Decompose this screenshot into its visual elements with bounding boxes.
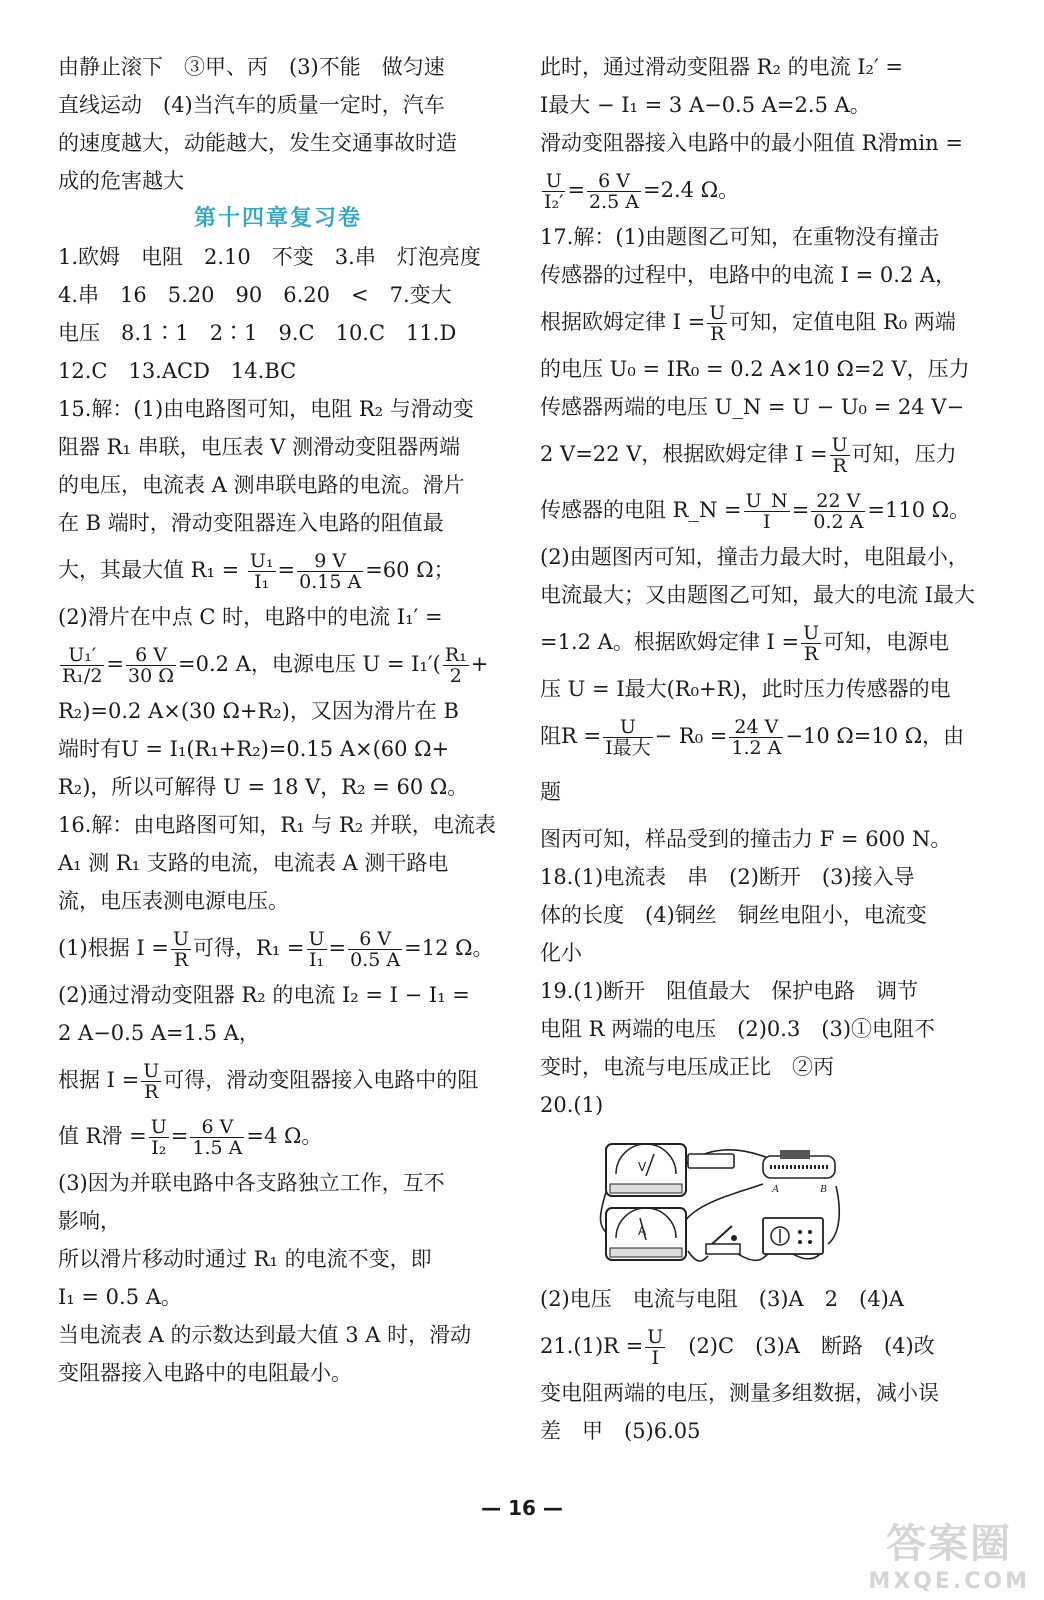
q16-line: (2)通过滑动变阻器 R₂ 的电流 I₂ = I − I₁ = bbox=[58, 983, 470, 1007]
text-span: 21.(1)R = bbox=[540, 1334, 644, 1358]
text-span: =110 Ω。 bbox=[867, 498, 971, 522]
q16-formula-line: 值 R滑 = $\frac{U}{\text{I₂}}$ = $\frac{6 V}{1.5 A}$ =4 Ω。 bbox=[58, 1116, 323, 1159]
fraction-denominator: R bbox=[803, 643, 819, 665]
q16-formula-line bbox=[58, 1052, 498, 1108]
q15-line: 在 B 端时，滑动变阻器连入电路的阻值最 bbox=[58, 511, 444, 535]
fraction bbox=[307, 929, 327, 970]
q18-line: 化小 bbox=[540, 941, 582, 965]
fraction bbox=[297, 551, 363, 592]
fraction-numerator: 24 V bbox=[729, 717, 783, 738]
q16-line: 变阻器接入电路中的电阻最小。 bbox=[58, 1361, 352, 1385]
text-span: 阻R = bbox=[540, 724, 602, 748]
fraction-numerator: U bbox=[709, 302, 726, 324]
q19-line: 变时，电流与电压成正比 ②丙 bbox=[540, 1055, 834, 1079]
fraction-numerator: U bbox=[308, 928, 325, 950]
text-span: 大，其最大值 R₁ = bbox=[58, 558, 240, 582]
q15-formula-line: 大，其最大值 R₁ = $\frac{\text{U₁}}{\text{I₁}}$ = $\frac{9 V}{0.15 A}$ =60 Ω； bbox=[58, 550, 455, 593]
text-line: 由静止滚下 ③甲、丙 (3)不能 做匀速 bbox=[58, 55, 445, 79]
fraction-denominator: I bbox=[651, 1347, 659, 1369]
q16-line: 当电流表 A 的示数达到最大值 3 A 时，滑动 bbox=[58, 1323, 472, 1347]
fraction-numerator: 6 V bbox=[587, 171, 641, 192]
fraction-denominator: R bbox=[173, 949, 189, 971]
q17-line: 17.解：(1)由题图乙可知，在重物没有撞击 bbox=[540, 225, 940, 249]
fraction-denominator: 2 bbox=[449, 665, 462, 687]
q16-line: 2 A−0.5 A=1.5 A， bbox=[58, 1021, 260, 1045]
fraction-denominator: I₁ bbox=[254, 571, 270, 593]
text-span: − R₀ = bbox=[654, 724, 728, 748]
text-span: =0.2 A，电源电压 U = I₁′( bbox=[178, 652, 441, 676]
text-line: 成的危害越大 bbox=[58, 169, 184, 193]
text-span: 根据欧姆定律 I = bbox=[540, 310, 706, 334]
answer-line: 电压 8.1∶1 2∶1 9.C 10.C 11.D bbox=[58, 321, 457, 345]
text-span: −10 Ω=10 Ω，由题 bbox=[540, 724, 965, 804]
q16-line: A₁ 测 R₁ 支路的电流，电流表 A 测干路电 bbox=[58, 851, 449, 875]
q17-formula-line bbox=[540, 614, 980, 670]
text-span: + bbox=[470, 652, 489, 676]
rheostat-icon bbox=[763, 1150, 835, 1195]
fraction-numerator: U_N bbox=[745, 490, 788, 512]
fraction bbox=[60, 645, 104, 686]
fraction-denominator: I bbox=[762, 511, 771, 533]
q16-line: 16.解：由电路图可知，R₁ 与 R₂ 并联，电流表 bbox=[58, 813, 496, 837]
text-span: 可得，R₁ = bbox=[193, 936, 305, 960]
svg-text:V: V bbox=[638, 1160, 647, 1174]
fraction bbox=[141, 1061, 161, 1102]
q16-line: 所以滑片移动时通过 R₁ 的电流不变，即 bbox=[58, 1247, 432, 1271]
fraction-numerator: U bbox=[542, 171, 565, 192]
q17-line: 图丙可知，样品受到的撞击力 F = 600 N。 bbox=[540, 827, 952, 851]
q15-line: 端时有U = I₁(R₁+R₂)=0.15 A×(60 Ω+ bbox=[58, 737, 450, 761]
svg-text:A: A bbox=[772, 1183, 779, 1195]
q18-line: 体的长度 (4)铜丝 铜丝电阻小，电流变 bbox=[540, 903, 927, 927]
fraction-numerator: U bbox=[150, 1116, 167, 1138]
fraction-denominator: I₂ bbox=[151, 1137, 167, 1159]
text-line: 直线运动 (4)当汽车的质量一定时，汽车 bbox=[58, 93, 445, 117]
q16-line: 流，电压表测电源电压。 bbox=[58, 889, 289, 913]
fraction-numerator: U bbox=[647, 1326, 664, 1348]
q15-line: R₂)，所以可解得 U = 18 V，R₂ = 60 Ω。 bbox=[58, 775, 469, 799]
fraction bbox=[443, 645, 469, 686]
fraction-numerator: 22 V bbox=[811, 491, 865, 512]
answer-line: 4.串 16 5.20 90 6.20 < 7.变大 bbox=[58, 283, 452, 307]
voltmeter-icon bbox=[606, 1144, 686, 1196]
text-span: =60 Ω； bbox=[365, 558, 455, 582]
fraction-denominator: 0.2 A bbox=[813, 511, 864, 533]
svg-text:B: B bbox=[820, 1183, 827, 1195]
fraction-denominator: 1.2 A bbox=[731, 737, 782, 759]
fraction-numerator: U bbox=[143, 1060, 160, 1082]
fraction bbox=[587, 171, 641, 212]
q16-line: 此时，通过滑动变阻器 R₂ 的电流 I₂′ = bbox=[540, 55, 904, 79]
fraction bbox=[248, 551, 276, 592]
text-span: 可知，定值电阻 R₀ 两端 bbox=[729, 310, 956, 334]
fraction bbox=[729, 717, 783, 758]
ammeter-icon bbox=[606, 1208, 686, 1260]
q16-line: 滑动变阻器接入电路中的最小阻值 R滑min = bbox=[540, 131, 963, 155]
watermark-url: MXQE.COM bbox=[868, 1569, 1030, 1594]
fraction-denominator: 2.5 A bbox=[589, 191, 640, 213]
q19-line: 19.(1)断开 阻值最大 保护电路 调节 bbox=[540, 979, 919, 1003]
fraction bbox=[801, 623, 821, 664]
fraction bbox=[603, 717, 653, 758]
q21-line: 变电阻两端的电压，测量多组数据，减小误 bbox=[540, 1381, 939, 1405]
fraction-denominator: 0.15 A bbox=[299, 571, 362, 593]
answer-line: 1.欧姆 电阻 2.10 不变 3.串 灯泡亮度 bbox=[58, 245, 481, 269]
fraction bbox=[744, 491, 790, 532]
text-span: 2 V=22 V，根据欧姆定律 I = bbox=[540, 442, 828, 466]
q19-line: 电阻 R 两端的电压 (2)0.3 (3)①电阻不 bbox=[540, 1017, 936, 1041]
q20-line: (2)电压 电流与电阻 (3)A 2 (4)A bbox=[540, 1287, 904, 1311]
fraction-denominator: 0.5 A bbox=[350, 949, 401, 971]
fraction-numerator: 6 V bbox=[348, 929, 402, 950]
fraction-denominator: 30 Ω bbox=[128, 665, 175, 687]
q17-formula-line bbox=[540, 708, 980, 820]
page-number: — 16 — bbox=[481, 1496, 563, 1520]
fraction-numerator: U₁ bbox=[249, 550, 274, 572]
text-span: =4 Ω。 bbox=[246, 1124, 323, 1148]
switch-icon bbox=[706, 1226, 740, 1254]
q16-formula-line: $\frac{U}{\text{I₂′}}$ = $\frac{6 V}{2.5 A}$ =2.4 Ω。 bbox=[544, 170, 740, 213]
fraction bbox=[126, 645, 176, 686]
text-span: 传感器的电阻 R_N = bbox=[540, 498, 742, 522]
q16-line: I₁ = 0.5 A。 bbox=[58, 1285, 182, 1309]
fraction-denominator: R₁/2 bbox=[62, 665, 103, 687]
fraction bbox=[171, 929, 191, 970]
battery-box-icon bbox=[688, 1154, 734, 1168]
fraction bbox=[707, 303, 727, 344]
fraction-numerator: U₁′ bbox=[60, 645, 104, 666]
fraction-denominator: I₁ bbox=[308, 949, 325, 971]
fraction-numerator: U bbox=[831, 434, 848, 456]
fraction bbox=[149, 1117, 169, 1158]
svg-text:A: A bbox=[638, 1224, 647, 1238]
text-span: (2)C (3)A 断路 (4)改 bbox=[667, 1334, 935, 1358]
fraction bbox=[190, 1117, 244, 1158]
q21-formula-line bbox=[540, 1318, 980, 1374]
fraction-denominator: R bbox=[710, 323, 725, 345]
fraction bbox=[348, 929, 402, 970]
text-span: =1.2 A。根据欧姆定律 I = bbox=[540, 630, 800, 654]
q15-line: 15.解：(1)由电路图可知，电阻 R₂ 与滑动变 bbox=[58, 397, 474, 421]
text-span: 根据 I = bbox=[58, 1068, 140, 1092]
fraction-denominator: R bbox=[144, 1081, 159, 1103]
fraction bbox=[542, 171, 565, 212]
fraction-denominator: I₂′ bbox=[544, 191, 564, 213]
q15-line: R₂)=0.2 A×(30 Ω+R₂)，又因为滑片在 B bbox=[58, 699, 459, 723]
q17-formula-line bbox=[540, 426, 980, 482]
q18-line: 18.(1)电流表 串 (2)断开 (3)接入导 bbox=[540, 865, 915, 889]
fraction-numerator: U bbox=[803, 622, 820, 644]
text-span: 可得，滑动变阻器接入电路中的阻 bbox=[163, 1068, 479, 1092]
text-span: (1)根据 I = bbox=[58, 936, 169, 960]
q16-formula-line: (1)根据 I = $\frac{U}{R}$ 可得，R₁ = $\frac{U}{\text{I₁}}$ = $\frac{6 V}{0.5 A}$ =12 Ω。 bbox=[58, 928, 494, 971]
q17-line: 电流最大；又由题图乙可知，最大的电流 I最大 bbox=[540, 583, 975, 607]
fraction-numerator: R₁ bbox=[444, 644, 467, 666]
q15-formula-line: $\frac{\text{U₁′}}{\text{R₁/2}}$ = $\frac{6 V}{30 \Omega}$ =0.2 A，电源电压 U = I₁′( $\frac{\text{R₁}}{2}$ + bbox=[62, 644, 489, 687]
fraction-numerator: U bbox=[173, 928, 190, 950]
watermark-logo bbox=[868, 1512, 1030, 1594]
fraction-numerator: 6 V bbox=[126, 645, 176, 666]
q17-line: 的电压 U₀ = IR₀ = 0.2 A×10 Ω=2 V，压力 bbox=[540, 357, 970, 381]
q17-line: 压 U = I最大(R₀+R)，此时压力传感器的电 bbox=[540, 677, 951, 701]
chapter-heading: 第十四章复习卷 bbox=[193, 206, 362, 231]
fraction-numerator: 9 V bbox=[297, 551, 363, 572]
fraction-numerator: 6 V bbox=[190, 1117, 244, 1138]
text-span: 可知，压力 bbox=[851, 442, 957, 466]
q17-line: 传感器两端的电压 U_N = U − U₀ = 24 V− bbox=[540, 395, 965, 419]
q20-line: 20.(1) bbox=[540, 1093, 604, 1117]
fraction bbox=[811, 491, 865, 532]
q21-line: 差 甲 (5)6.05 bbox=[540, 1419, 701, 1443]
fraction-denominator: R bbox=[832, 455, 847, 477]
q15-line: 的电压，电流表 A 测串联电路的电流。滑片 bbox=[58, 473, 465, 497]
q17-formula-line bbox=[540, 294, 980, 350]
fraction bbox=[830, 435, 850, 476]
fraction-numerator: U bbox=[603, 717, 653, 738]
q16-line: I最大 − I₁ = 3 A−0.5 A=2.5 A。 bbox=[540, 93, 871, 117]
text-span: =12 Ω。 bbox=[404, 936, 494, 960]
q16-line: 影响， bbox=[58, 1209, 121, 1233]
q16-line: (3)因为并联电路中各支路独立工作，互不 bbox=[58, 1171, 445, 1195]
q17-line: 传感器的过程中，电路中的电流 I = 0.2 A， bbox=[540, 263, 957, 287]
fraction bbox=[645, 1327, 665, 1368]
power-supply-icon bbox=[763, 1218, 823, 1254]
right-column bbox=[540, 48, 980, 1450]
fraction-denominator: I最大 bbox=[605, 737, 651, 759]
text-span: 可知，电源电 bbox=[823, 630, 950, 654]
q15-line: 阻器 R₁ 串联，电压表 V 测滑动变阻器两端 bbox=[58, 435, 461, 459]
text-line: 的速度越大，动能越大，发生交通事故时造 bbox=[58, 131, 457, 155]
text-span: 值 R滑 = bbox=[58, 1124, 147, 1148]
q17-formula-line: 传感器的电阻 R_N = $\frac{U\_N}{I}$ = $\frac{22 V}{0.2 A}$ =110 Ω。 bbox=[540, 490, 971, 533]
text-span: =2.4 Ω。 bbox=[643, 178, 740, 202]
left-column bbox=[58, 48, 498, 1392]
answer-line: 12.C 13.ACD 14.BC bbox=[58, 359, 297, 383]
circuit-figure bbox=[588, 1126, 858, 1276]
q17-line: (2)由题图丙可知，撞击力最大时，电阻最小， bbox=[540, 545, 969, 569]
watermark-text: 答案圈 bbox=[886, 1521, 1013, 1567]
fraction-denominator: 1.5 A bbox=[192, 1137, 243, 1159]
q15-line: (2)滑片在中点 C 时，电路中的电流 I₁′ = bbox=[58, 605, 443, 629]
